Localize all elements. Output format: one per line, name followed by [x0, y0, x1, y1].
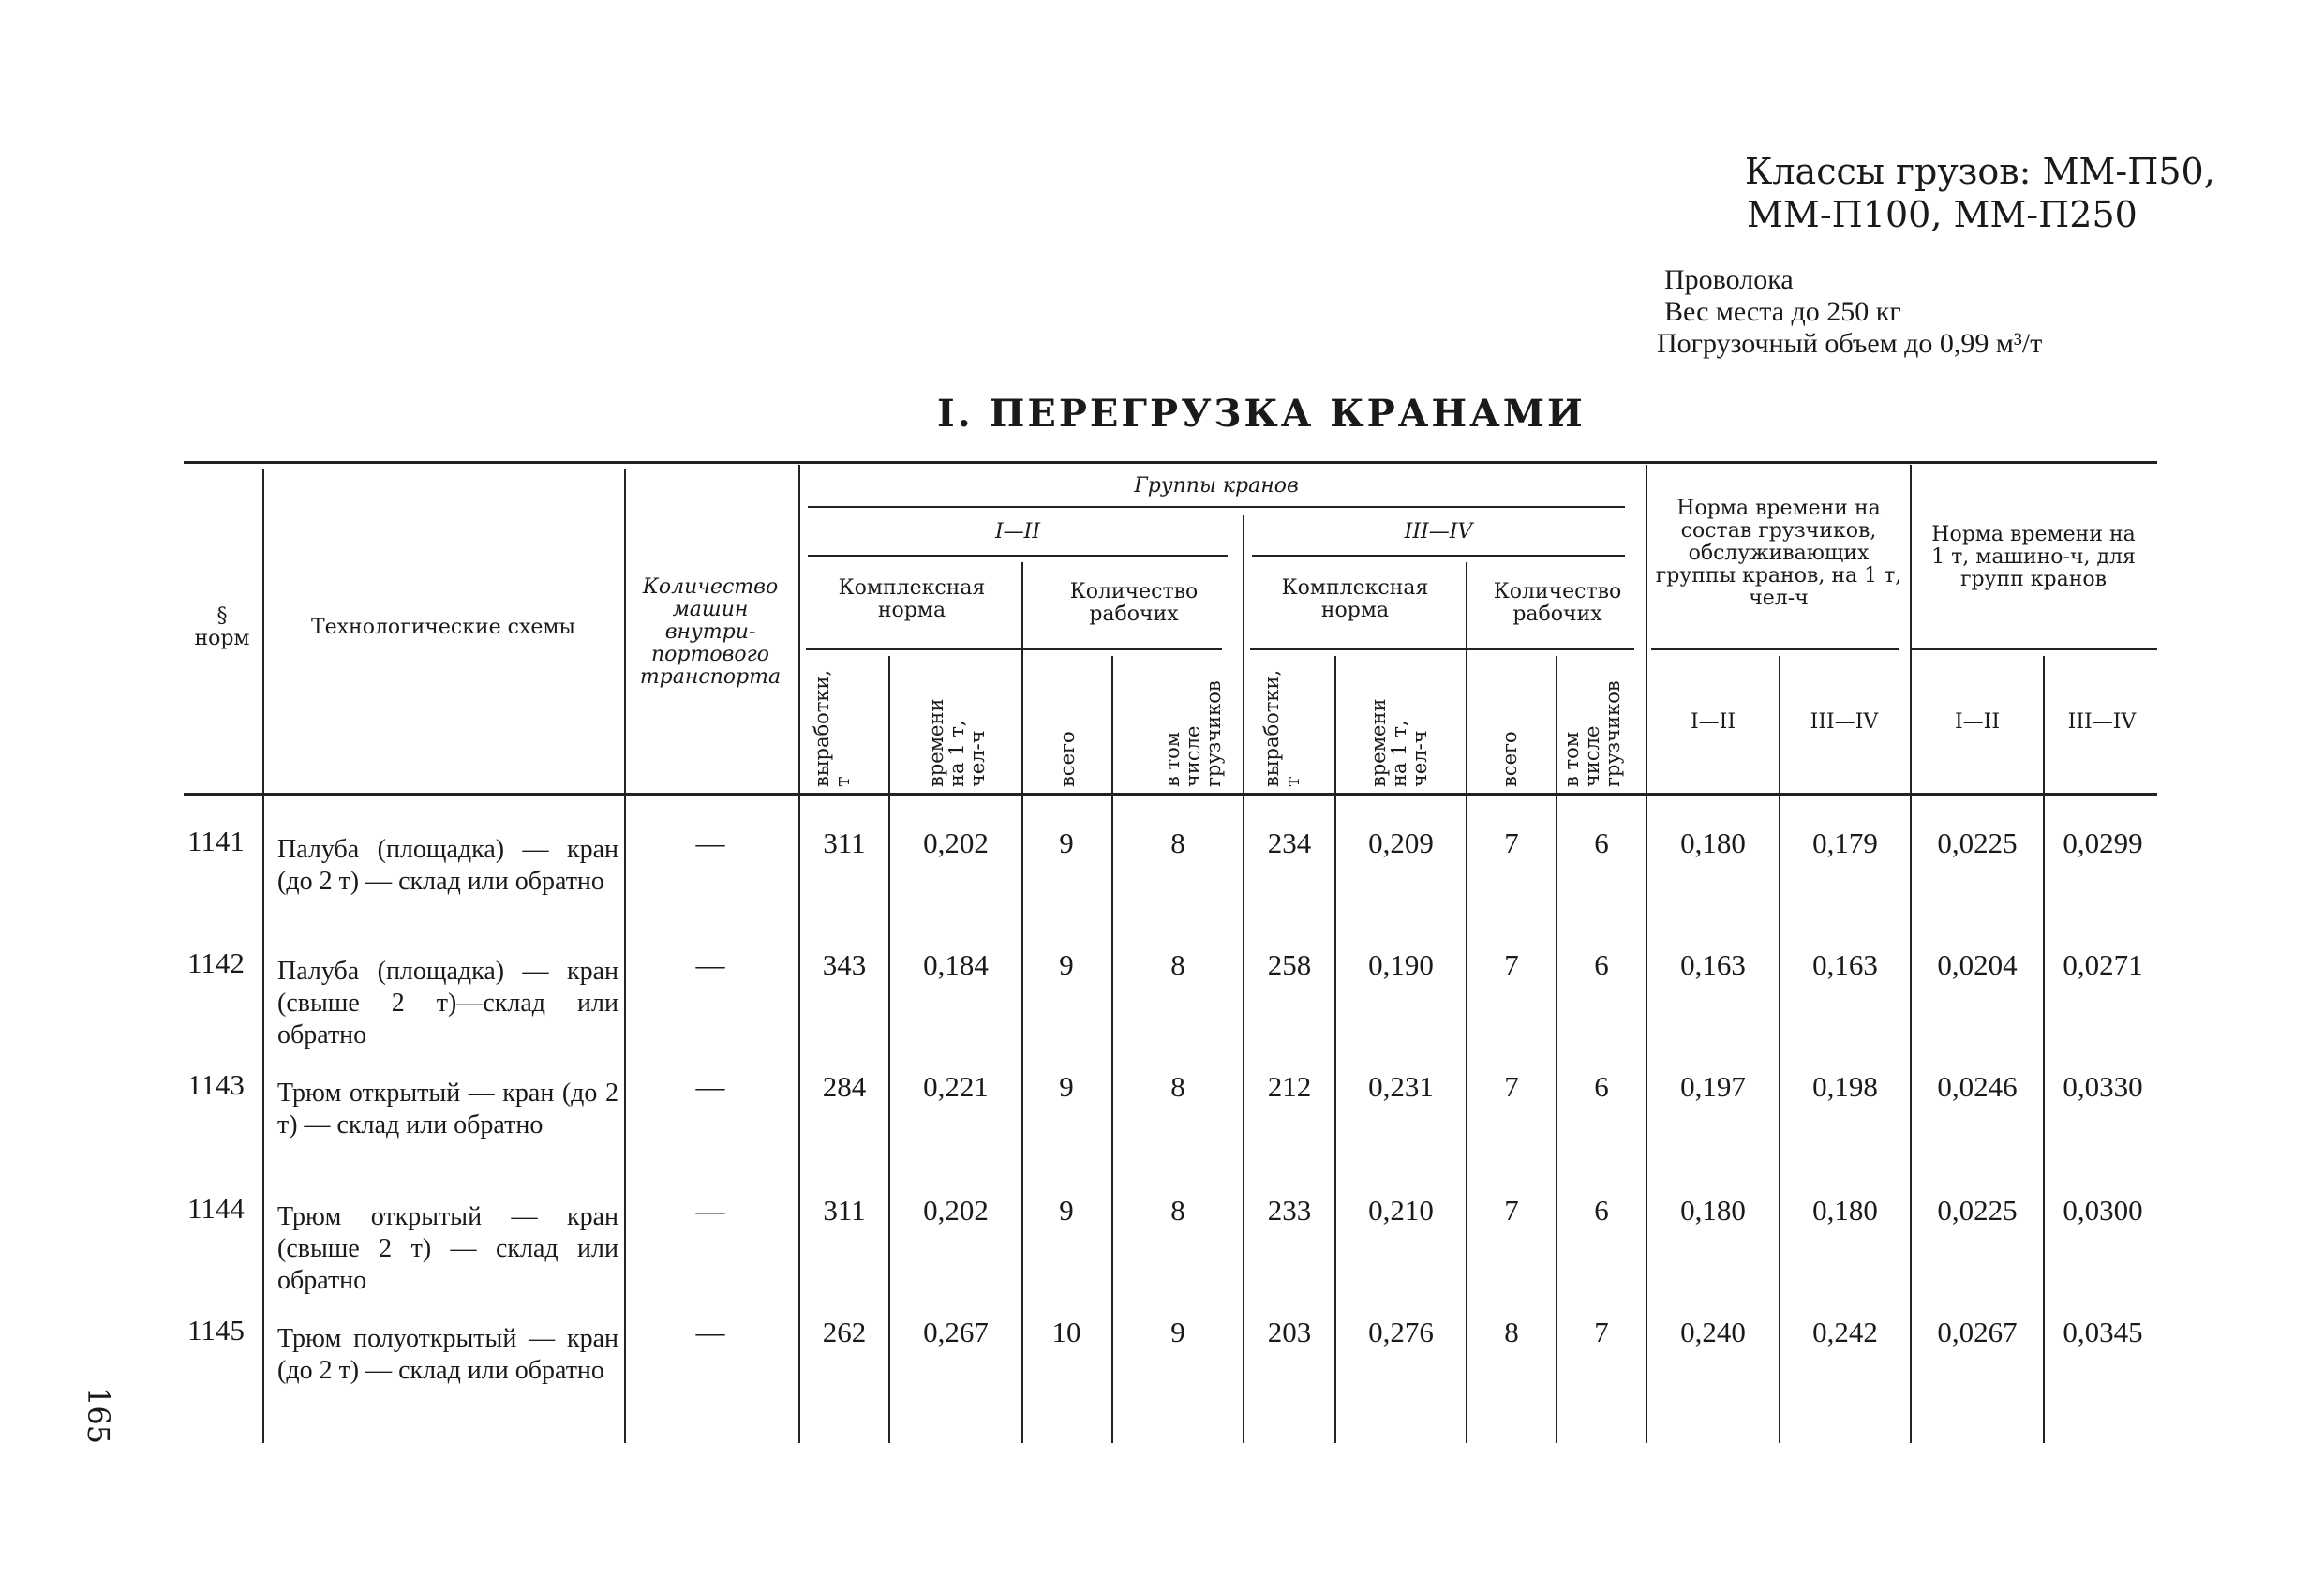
time-2: 0,209	[1368, 826, 1434, 859]
output-1: 343	[822, 948, 867, 981]
transport-value: —	[695, 826, 725, 859]
machine-norm-1: 0,0246	[1937, 1070, 2018, 1103]
table-row	[0, 1183, 2324, 1304]
total-1: 9	[1059, 1194, 1074, 1227]
norm-number: 1141	[187, 825, 245, 857]
header-total-2: всего	[1498, 731, 1521, 787]
header-output-1: выработки, т	[811, 669, 854, 787]
machine-norm-1: 0,0267	[1937, 1316, 2018, 1348]
transport-value: —	[695, 1070, 725, 1103]
subheader-rule-4	[1912, 648, 2157, 650]
cargo-name: Проволока	[1664, 264, 1794, 295]
loaders-2: 6	[1594, 948, 1609, 981]
loaders-norm-1: 0,180	[1680, 826, 1746, 859]
norm-number: 1142	[187, 946, 245, 979]
cargo-classes-line1: Классы грузов: ММ-П50,	[1745, 151, 2215, 192]
total-2: 7	[1504, 826, 1519, 859]
loaders-2: 6	[1594, 1194, 1609, 1227]
header-complex-norm-2: Комплексная норма	[1281, 576, 1429, 622]
header-bottom-rule	[184, 793, 2157, 796]
page-number: 165	[81, 1387, 116, 1445]
transport-value: —	[695, 1194, 725, 1227]
header-crane-groups: Группы кранов	[1134, 474, 1299, 498]
loaders-2: 6	[1594, 826, 1609, 859]
scheme-text: Палуба (площадка) — кран (свыше 2 т)—склад или обратно	[277, 957, 618, 1050]
total-2: 8	[1504, 1316, 1519, 1348]
table-row	[0, 1304, 2324, 1426]
loaders-norm-1: 0,163	[1680, 948, 1746, 981]
machine-norm-2: 0,0300	[2063, 1194, 2143, 1227]
time-2: 0,231	[1368, 1070, 1434, 1103]
time-2: 0,276	[1368, 1316, 1434, 1348]
transport-value: —	[695, 948, 725, 981]
time-1: 0,221	[923, 1070, 989, 1103]
output-2: 203	[1267, 1316, 1312, 1348]
loaders-1: 8	[1170, 948, 1185, 981]
header-transport: Количество машин внутри-портового транспорта	[639, 575, 782, 689]
cargo-volume: Погрузочный объем до 0,99 м³/т	[1657, 328, 2043, 359]
total-2: 7	[1504, 948, 1519, 981]
crane-groups-rule	[808, 506, 1625, 508]
loaders-norm-1: 0,197	[1680, 1070, 1746, 1103]
scheme-text: Трюм полуоткрытый — кран (до 2 т) — склад или обратно	[277, 1324, 618, 1385]
output-1: 262	[822, 1316, 867, 1348]
header-loaders-2: в том числе грузчиков	[1560, 680, 1624, 787]
output-1: 311	[823, 1194, 866, 1227]
time-1: 0,202	[923, 1194, 989, 1227]
header-workers-2: Количество рабочих	[1493, 580, 1622, 626]
total-1: 9	[1059, 826, 1074, 859]
machine-norm-1: 0,0225	[1937, 826, 2018, 859]
total-2: 7	[1504, 1070, 1519, 1103]
machine-norm-1: 0,0204	[1937, 948, 2018, 981]
machine-norm-2: 0,0345	[2063, 1316, 2143, 1348]
time-1: 0,267	[923, 1316, 989, 1348]
norm-number: 1144	[187, 1192, 245, 1225]
loaders-norm-1: 0,180	[1680, 1194, 1746, 1227]
header-sub-mn-2: III—IV	[2067, 710, 2137, 734]
scheme-text: Трюм открытый — кран (свыше 2 т) — склад или обратно	[277, 1202, 618, 1295]
total-1: 9	[1059, 948, 1074, 981]
group-1-rule	[808, 555, 1228, 557]
table-row	[0, 815, 2324, 937]
loaders-norm-1: 0,240	[1680, 1316, 1746, 1348]
loaders-norm-2: 0,198	[1812, 1070, 1878, 1103]
total-1: 9	[1059, 1070, 1074, 1103]
subheader-rule-2	[1250, 648, 1634, 650]
norm-number: 1143	[187, 1068, 245, 1101]
time-1: 0,184	[923, 948, 989, 981]
header-group-2: III—IV	[1404, 520, 1473, 543]
header-machine-norm: Норма времени на 1 т, машино-ч, для групп кранов	[1931, 523, 2136, 591]
loaders-1: 8	[1170, 1194, 1185, 1227]
subheader-rule-1	[806, 648, 1222, 650]
output-2: 212	[1267, 1070, 1312, 1103]
header-loaders-norm: Норма времени на состав грузчиков, обслуживающих группы кранов, на 1 т, чел-ч	[1655, 497, 1902, 610]
machine-norm-2: 0,0330	[2063, 1070, 2143, 1103]
output-2: 234	[1267, 826, 1312, 859]
group-2-rule	[1252, 555, 1625, 557]
machine-norm-1: 0,0225	[1937, 1194, 2018, 1227]
section-title: I. ПЕРЕГРУЗКА КРАНАМИ	[937, 392, 1586, 436]
cargo-classes	[1745, 150, 2215, 236]
transport-value: —	[695, 1316, 725, 1348]
loaders-1: 8	[1170, 826, 1185, 859]
machine-norm-2: 0,0299	[2063, 826, 2143, 859]
loaders-1: 9	[1170, 1316, 1185, 1348]
cargo-weight: Вес места до 250 кг	[1664, 296, 1901, 327]
loaders-norm-2: 0,163	[1812, 948, 1878, 981]
output-2: 233	[1267, 1194, 1312, 1227]
norm-number: 1145	[187, 1314, 245, 1347]
time-1: 0,202	[923, 826, 989, 859]
table-row	[0, 1059, 2324, 1181]
output-2: 258	[1267, 948, 1312, 981]
loaders-1: 8	[1170, 1070, 1185, 1103]
header-time-1: времени на 1 т, чел-ч	[925, 698, 989, 787]
output-1: 311	[823, 826, 866, 859]
output-1: 284	[822, 1070, 867, 1103]
header-sub-ln-1: I—II	[1690, 710, 1736, 734]
loaders-norm-2: 0,180	[1812, 1194, 1878, 1227]
scheme-text: Трюм открытый — кран (до 2 т) — склад или обратно	[277, 1079, 618, 1139]
table-row	[0, 937, 2324, 1059]
loaders-2: 6	[1594, 1070, 1609, 1103]
loaders-2: 7	[1594, 1316, 1609, 1348]
header-loaders-1: в том числе грузчиков	[1161, 680, 1225, 787]
header-time-2: времени на 1 т, чел-ч	[1367, 698, 1431, 787]
time-2: 0,210	[1368, 1194, 1434, 1227]
header-total-1: всего	[1056, 731, 1079, 787]
machine-norm-2: 0,0271	[2063, 948, 2143, 981]
header-norm: § норм	[194, 604, 250, 650]
cargo-info	[1657, 264, 2043, 360]
total-1: 10	[1051, 1316, 1081, 1348]
scheme-text: Палуба (площадка) — кран (до 2 т) — склад или обратно	[277, 835, 618, 896]
header-scheme: Технологические схемы	[310, 616, 576, 639]
header-group-1: I—II	[994, 520, 1041, 543]
total-2: 7	[1504, 1194, 1519, 1227]
cargo-classes-line2: ММ-П100, ММ-П250	[1747, 194, 2138, 235]
header-output-2: выработки, т	[1260, 669, 1304, 787]
header-workers-1: Количество рабочих	[1069, 580, 1199, 626]
header-complex-norm-1: Комплексная норма	[838, 576, 986, 622]
subheader-rule-3	[1651, 648, 1899, 650]
loaders-norm-2: 0,242	[1812, 1316, 1878, 1348]
header-sub-ln-2: III—IV	[1810, 710, 1879, 734]
loaders-norm-2: 0,179	[1812, 826, 1878, 859]
time-2: 0,190	[1368, 948, 1434, 981]
table-top-rule	[184, 461, 2157, 464]
header-sub-mn-1: I—II	[1954, 710, 2001, 734]
